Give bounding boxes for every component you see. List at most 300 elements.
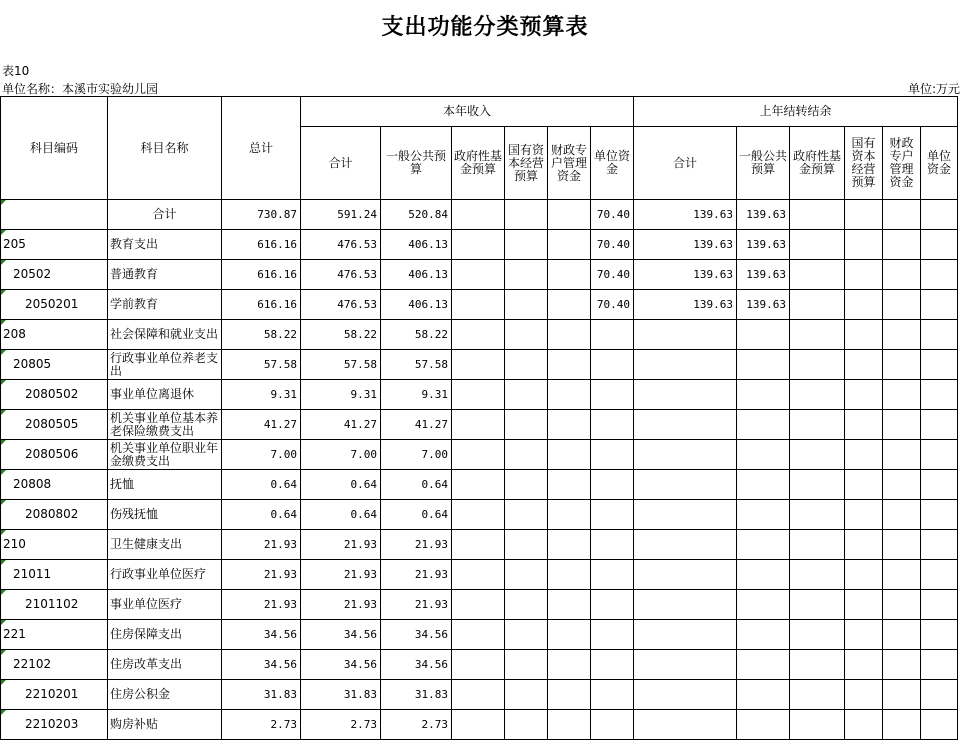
cell-state xyxy=(505,590,548,620)
cell-total: 34.56 xyxy=(222,620,301,650)
cell-unit xyxy=(591,380,634,410)
header-name: 科目名称 xyxy=(108,97,222,200)
cell-state xyxy=(505,620,548,650)
table-row xyxy=(1,620,958,650)
cell-state xyxy=(505,500,548,530)
table-row xyxy=(1,230,958,260)
cell-gov xyxy=(452,440,505,470)
cell-general: 2.73 xyxy=(381,710,452,740)
cell-general: 31.83 xyxy=(381,680,452,710)
cell-p-special xyxy=(883,650,921,680)
cell-p-sum xyxy=(634,680,737,710)
cell-unit xyxy=(591,500,634,530)
cell-p-state xyxy=(845,200,883,230)
cell-name: 社会保障和就业支出 xyxy=(108,320,222,350)
cell-unit xyxy=(591,470,634,500)
cell-gov xyxy=(452,320,505,350)
cell-general: 58.22 xyxy=(381,320,452,350)
cell-general: 9.31 xyxy=(381,380,452,410)
cell-total: 616.16 xyxy=(222,290,301,320)
cell-gov xyxy=(452,470,505,500)
cell-state xyxy=(505,200,548,230)
cell-name: 住房公积金 xyxy=(108,680,222,710)
cell-p-gov xyxy=(790,620,845,650)
cell-p-unit xyxy=(921,230,958,260)
table-row xyxy=(1,650,958,680)
cell-code: 2080506 xyxy=(1,440,108,470)
cell-special xyxy=(548,290,591,320)
cell-total: 616.16 xyxy=(222,230,301,260)
cell-code: 20808 xyxy=(1,470,108,500)
cell-unit: 70.40 xyxy=(591,260,634,290)
cell-p-gov xyxy=(790,440,845,470)
cell-p-sum: 139.63 xyxy=(634,290,737,320)
cell-p-state xyxy=(845,230,883,260)
cell-sum: 7.00 xyxy=(301,440,381,470)
cell-p-unit xyxy=(921,500,958,530)
table-row xyxy=(1,290,958,320)
cell-state xyxy=(505,380,548,410)
cell-p-special xyxy=(883,410,921,440)
cell-special xyxy=(548,530,591,560)
cell-p-gov xyxy=(790,470,845,500)
cell-p-unit xyxy=(921,260,958,290)
cell-p-unit xyxy=(921,530,958,560)
cell-total: 21.93 xyxy=(222,530,301,560)
cell-p-state xyxy=(845,380,883,410)
cell-state xyxy=(505,290,548,320)
cell-unit: 70.40 xyxy=(591,200,634,230)
cell-sum: 476.53 xyxy=(301,290,381,320)
cell-name: 事业单位离退休 xyxy=(108,380,222,410)
header-gov-fund: 政府性基金预算 xyxy=(452,127,505,200)
cell-general: 21.93 xyxy=(381,590,452,620)
cell-general: 21.93 xyxy=(381,530,452,560)
cell-special xyxy=(548,320,591,350)
cell-code: 2080505 xyxy=(1,410,108,440)
cell-p-gov xyxy=(790,530,845,560)
cell-p-sum xyxy=(634,440,737,470)
table-row xyxy=(1,350,958,380)
cell-p-sum xyxy=(634,470,737,500)
cell-p-special xyxy=(883,680,921,710)
cell-p-unit xyxy=(921,650,958,680)
cell-gov xyxy=(452,560,505,590)
cell-unit: 70.40 xyxy=(591,290,634,320)
cell-p-unit xyxy=(921,710,958,740)
cell-code: 2101102 xyxy=(1,590,108,620)
table-body xyxy=(1,200,958,740)
cell-p-unit xyxy=(921,350,958,380)
cell-p-sum xyxy=(634,710,737,740)
cell-gov xyxy=(452,590,505,620)
cell-p-sum: 139.63 xyxy=(634,200,737,230)
cell-p-state xyxy=(845,350,883,380)
cell-sum: 58.22 xyxy=(301,320,381,350)
cell-sum: 21.93 xyxy=(301,560,381,590)
cell-p-state xyxy=(845,260,883,290)
cell-special xyxy=(548,470,591,500)
cell-p-general: 139.63 xyxy=(737,200,790,230)
cell-gov xyxy=(452,500,505,530)
cell-code: 208 xyxy=(1,320,108,350)
cell-name: 合计 xyxy=(108,200,222,230)
cell-p-general xyxy=(737,500,790,530)
cell-unit xyxy=(591,320,634,350)
cell-sum: 34.56 xyxy=(301,620,381,650)
cell-sum: 21.93 xyxy=(301,590,381,620)
cell-p-special xyxy=(883,380,921,410)
cell-total: 7.00 xyxy=(222,440,301,470)
cell-p-sum xyxy=(634,350,737,380)
cell-p-general xyxy=(737,470,790,500)
cell-p-special xyxy=(883,230,921,260)
header-sum: 合计 xyxy=(301,127,381,200)
cell-state xyxy=(505,350,548,380)
header-current-income: 本年收入 xyxy=(301,97,634,127)
cell-code: 2080802 xyxy=(1,500,108,530)
cell-p-gov xyxy=(790,590,845,620)
cell-code xyxy=(1,200,108,230)
cell-general: 34.56 xyxy=(381,650,452,680)
cell-p-unit xyxy=(921,200,958,230)
cell-special xyxy=(548,200,591,230)
cell-p-special xyxy=(883,320,921,350)
cell-special xyxy=(548,500,591,530)
cell-p-state xyxy=(845,320,883,350)
cell-general: 7.00 xyxy=(381,440,452,470)
cell-code: 210 xyxy=(1,530,108,560)
cell-sum: 2.73 xyxy=(301,710,381,740)
cell-unit xyxy=(591,410,634,440)
cell-p-gov xyxy=(790,320,845,350)
cell-general: 41.27 xyxy=(381,410,452,440)
table-row xyxy=(1,560,958,590)
cell-gov xyxy=(452,530,505,560)
cell-state xyxy=(505,650,548,680)
cell-name: 行政事业单位医疗 xyxy=(108,560,222,590)
table-row xyxy=(1,470,958,500)
header-total: 总计 xyxy=(222,97,301,200)
cell-p-state xyxy=(845,710,883,740)
cell-p-sum xyxy=(634,530,737,560)
cell-p-unit xyxy=(921,560,958,590)
cell-sum: 34.56 xyxy=(301,650,381,680)
cell-p-state xyxy=(845,290,883,320)
cell-p-general xyxy=(737,410,790,440)
cell-p-state xyxy=(845,410,883,440)
header-unit-fund-prior: 单位资金 xyxy=(921,127,958,200)
cell-code: 221 xyxy=(1,620,108,650)
cell-general: 57.58 xyxy=(381,350,452,380)
cell-gov xyxy=(452,260,505,290)
cell-special xyxy=(548,440,591,470)
cell-name: 伤残抚恤 xyxy=(108,500,222,530)
cell-p-gov xyxy=(790,230,845,260)
cell-p-unit xyxy=(921,440,958,470)
cell-sum: 57.58 xyxy=(301,350,381,380)
cell-general: 34.56 xyxy=(381,620,452,650)
cell-gov xyxy=(452,410,505,440)
header-prior-carryover: 上年结转结余 xyxy=(634,97,958,127)
cell-code: 2210203 xyxy=(1,710,108,740)
cell-total: 58.22 xyxy=(222,320,301,350)
cell-general: 406.13 xyxy=(381,290,452,320)
cell-p-gov xyxy=(790,710,845,740)
cell-code: 22102 xyxy=(1,650,108,680)
cell-unit: 70.40 xyxy=(591,230,634,260)
table-row xyxy=(1,710,958,740)
cell-p-sum xyxy=(634,320,737,350)
cell-p-state xyxy=(845,500,883,530)
cell-p-gov xyxy=(790,500,845,530)
cell-name: 抚恤 xyxy=(108,470,222,500)
cell-sum: 476.53 xyxy=(301,230,381,260)
cell-special xyxy=(548,680,591,710)
cell-code: 21011 xyxy=(1,560,108,590)
cell-p-state xyxy=(845,650,883,680)
cell-sum: 21.93 xyxy=(301,530,381,560)
cell-name: 卫生健康支出 xyxy=(108,530,222,560)
cell-p-general xyxy=(737,590,790,620)
cell-p-general xyxy=(737,320,790,350)
cell-p-sum xyxy=(634,590,737,620)
cell-total: 730.87 xyxy=(222,200,301,230)
header-special-fund-prior: 财政专户管理资金 xyxy=(883,127,921,200)
cell-state xyxy=(505,470,548,500)
cell-name: 教育支出 xyxy=(108,230,222,260)
cell-general: 406.13 xyxy=(381,260,452,290)
table-row xyxy=(1,320,958,350)
cell-p-general xyxy=(737,620,790,650)
cell-total: 0.64 xyxy=(222,470,301,500)
cell-p-unit xyxy=(921,620,958,650)
cell-state xyxy=(505,680,548,710)
cell-special xyxy=(548,710,591,740)
cell-name: 事业单位医疗 xyxy=(108,590,222,620)
cell-p-general: 139.63 xyxy=(737,230,790,260)
cell-p-special xyxy=(883,620,921,650)
cell-general: 520.84 xyxy=(381,200,452,230)
cell-p-special xyxy=(883,560,921,590)
cell-p-gov xyxy=(790,410,845,440)
header-unit-fund: 单位资金 xyxy=(591,127,634,200)
cell-p-sum xyxy=(634,500,737,530)
cell-p-sum xyxy=(634,650,737,680)
cell-name: 购房补贴 xyxy=(108,710,222,740)
cell-name: 住房改革支出 xyxy=(108,650,222,680)
cell-p-state xyxy=(845,470,883,500)
table-row xyxy=(1,260,958,290)
header-code: 科目编码 xyxy=(1,97,108,200)
table-row xyxy=(1,200,958,230)
cell-p-gov xyxy=(790,380,845,410)
cell-p-special xyxy=(883,590,921,620)
cell-p-special xyxy=(883,470,921,500)
cell-p-state xyxy=(845,440,883,470)
table-row xyxy=(1,380,958,410)
cell-code: 2210201 xyxy=(1,680,108,710)
cell-special xyxy=(548,410,591,440)
cell-p-gov xyxy=(790,260,845,290)
cell-special xyxy=(548,380,591,410)
cell-p-gov xyxy=(790,350,845,380)
cell-code: 2080502 xyxy=(1,380,108,410)
cell-unit xyxy=(591,350,634,380)
cell-p-unit xyxy=(921,380,958,410)
cell-p-special xyxy=(883,440,921,470)
cell-unit xyxy=(591,620,634,650)
header-general-budget-prior: 一般公共预算 xyxy=(737,127,790,200)
page-title: 支出功能分类预算表 xyxy=(381,14,589,40)
cell-general: 0.64 xyxy=(381,470,452,500)
cell-general: 21.93 xyxy=(381,560,452,590)
cell-sum: 9.31 xyxy=(301,380,381,410)
table-number: 表10 xyxy=(2,64,30,78)
cell-total: 41.27 xyxy=(222,410,301,440)
cell-p-gov xyxy=(790,680,845,710)
cell-unit xyxy=(591,530,634,560)
cell-state xyxy=(505,440,548,470)
cell-gov xyxy=(452,380,505,410)
header-state-capital: 国有资本经营预算 xyxy=(505,127,548,200)
cell-p-sum xyxy=(634,560,737,590)
cell-p-unit xyxy=(921,470,958,500)
cell-p-special xyxy=(883,350,921,380)
cell-p-state xyxy=(845,620,883,650)
cell-p-unit xyxy=(921,410,958,440)
cell-p-state xyxy=(845,530,883,560)
unit-name: 单位名称：本溪市实验幼儿园 xyxy=(2,82,159,96)
cell-code: 2050201 xyxy=(1,290,108,320)
cell-p-general xyxy=(737,680,790,710)
cell-p-unit xyxy=(921,290,958,320)
cell-code: 20502 xyxy=(1,260,108,290)
table-row xyxy=(1,410,958,440)
header-special-fund: 财政专户管理资金 xyxy=(548,127,591,200)
cell-p-sum xyxy=(634,410,737,440)
cell-p-general xyxy=(737,710,790,740)
cell-special xyxy=(548,260,591,290)
cell-unit xyxy=(591,440,634,470)
cell-special xyxy=(548,590,591,620)
cell-gov xyxy=(452,200,505,230)
cell-p-general xyxy=(737,560,790,590)
cell-p-general xyxy=(737,530,790,560)
cell-p-unit xyxy=(921,320,958,350)
cell-name: 机关事业单位职业年金缴费支出 xyxy=(108,440,222,470)
budget-table xyxy=(0,96,958,740)
cell-gov xyxy=(452,620,505,650)
cell-code: 20805 xyxy=(1,350,108,380)
cell-p-general xyxy=(737,350,790,380)
cell-special xyxy=(548,560,591,590)
cell-p-special xyxy=(883,530,921,560)
unit-label: 单位:万元 xyxy=(907,82,960,96)
cell-gov xyxy=(452,650,505,680)
cell-p-special xyxy=(883,200,921,230)
cell-p-general: 139.63 xyxy=(737,260,790,290)
cell-sum: 476.53 xyxy=(301,260,381,290)
cell-gov xyxy=(452,230,505,260)
cell-unit xyxy=(591,590,634,620)
cell-p-unit xyxy=(921,680,958,710)
cell-state xyxy=(505,530,548,560)
cell-state xyxy=(505,260,548,290)
cell-sum: 31.83 xyxy=(301,680,381,710)
cell-p-general xyxy=(737,440,790,470)
cell-name: 住房保障支出 xyxy=(108,620,222,650)
cell-total: 31.83 xyxy=(222,680,301,710)
cell-p-sum xyxy=(634,380,737,410)
cell-p-special xyxy=(883,500,921,530)
cell-unit xyxy=(591,650,634,680)
cell-name: 普通教育 xyxy=(108,260,222,290)
cell-code: 205 xyxy=(1,230,108,260)
cell-state xyxy=(505,710,548,740)
cell-name: 学前教育 xyxy=(108,290,222,320)
cell-total: 57.58 xyxy=(222,350,301,380)
cell-state xyxy=(505,560,548,590)
cell-p-state xyxy=(845,560,883,590)
header-sum-prior: 合计 xyxy=(634,127,737,200)
cell-p-state xyxy=(845,590,883,620)
cell-gov xyxy=(452,680,505,710)
table-row xyxy=(1,440,958,470)
cell-p-sum xyxy=(634,620,737,650)
cell-p-general: 139.63 xyxy=(737,290,790,320)
cell-p-gov xyxy=(790,200,845,230)
cell-total: 616.16 xyxy=(222,260,301,290)
cell-unit xyxy=(591,710,634,740)
cell-p-general xyxy=(737,650,790,680)
cell-sum: 0.64 xyxy=(301,500,381,530)
cell-special xyxy=(548,650,591,680)
cell-total: 9.31 xyxy=(222,380,301,410)
table-row xyxy=(1,680,958,710)
table-row xyxy=(1,590,958,620)
cell-p-special xyxy=(883,290,921,320)
header-general-budget: 一般公共预算 xyxy=(381,127,452,200)
header-gov-fund-prior: 政府性基金预算 xyxy=(790,127,845,200)
cell-name: 行政事业单位养老支出 xyxy=(108,350,222,380)
cell-total: 21.93 xyxy=(222,560,301,590)
cell-special xyxy=(548,620,591,650)
cell-sum: 41.27 xyxy=(301,410,381,440)
cell-p-gov xyxy=(790,290,845,320)
cell-general: 0.64 xyxy=(381,500,452,530)
table-row xyxy=(1,530,958,560)
cell-p-state xyxy=(845,680,883,710)
cell-special xyxy=(548,350,591,380)
cell-p-gov xyxy=(790,560,845,590)
cell-unit xyxy=(591,680,634,710)
cell-p-special xyxy=(883,260,921,290)
cell-total: 0.64 xyxy=(222,500,301,530)
cell-state xyxy=(505,410,548,440)
header-state-capital-prior: 国有资本经营预算 xyxy=(845,127,883,200)
cell-total: 21.93 xyxy=(222,590,301,620)
cell-special xyxy=(548,230,591,260)
cell-state xyxy=(505,230,548,260)
cell-p-unit xyxy=(921,590,958,620)
cell-sum: 0.64 xyxy=(301,470,381,500)
cell-unit xyxy=(591,560,634,590)
cell-p-special xyxy=(883,710,921,740)
cell-gov xyxy=(452,710,505,740)
cell-state xyxy=(505,320,548,350)
cell-p-gov xyxy=(790,650,845,680)
